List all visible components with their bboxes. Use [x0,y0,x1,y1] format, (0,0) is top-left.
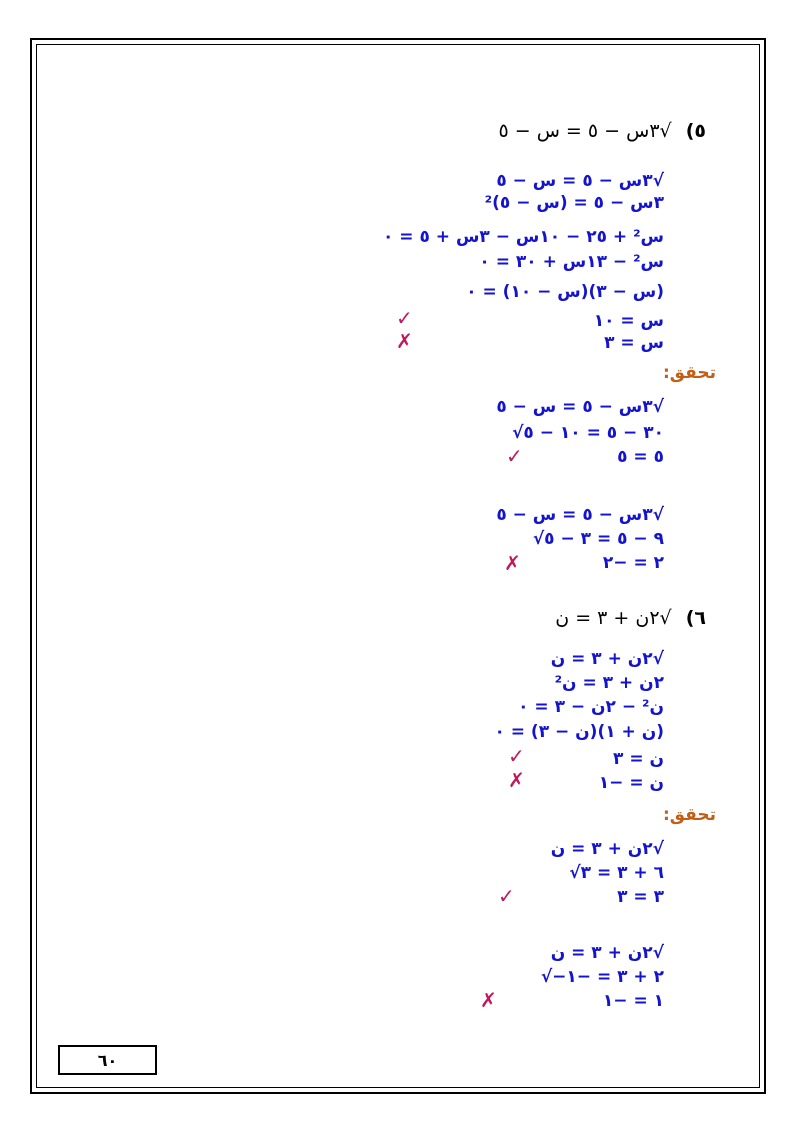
problem-6-equation: √٢ن + ٣ = ن [555,607,672,629]
p5-step-4: س² − ١٣س + ٣٠ = ٠ [479,252,664,272]
p6-step-6: ن = −١ [598,773,664,793]
p6-check2-line1: √٢ن + ٣ = ن [550,943,664,963]
p6-valid-mark: ✓ [508,744,525,768]
p5-check1-line1: √٣س − ٥ = س − ٥ [496,397,664,417]
p5-invalid-mark: ✗ [396,329,413,353]
p6-verify-label: تحقق: [663,805,716,825]
p6-invalid-mark: ✗ [508,768,525,792]
p5-step-5: (س − ٣)(س − ١٠) = ٠ [466,282,664,302]
p5-step-3: س² + ٢٥ − ١٠س − ٣س + ٥ = ٠ [383,227,664,247]
p6-check1-line1: √٢ن + ٣ = ن [550,839,664,859]
p6-step-2: ٢ن + ٣ = ن² [554,673,664,693]
p6-step-1: √٢ن + ٣ = ن [550,649,664,669]
p6-check2-invalid-mark: ✗ [480,988,497,1012]
problem-6-statement [555,608,706,628]
p6-check2-line2: √−٢ + ٣ = −١ [540,967,664,987]
p6-check1-valid-mark: ✓ [498,884,515,908]
p5-step-6: س = ١٠ [593,311,664,331]
problem-5-statement [498,121,706,141]
p6-check2-line3: ١ = −١ [602,991,664,1011]
p6-check1-line2: √٦ + ٣ = ٣ [569,863,664,883]
p5-check2-line2: √٩ − ٥ = ٣ − ٥ [532,529,664,549]
p5-check2-line1: √٣س − ٥ = س − ٥ [496,505,664,525]
p5-valid-mark: ✓ [396,306,413,330]
p5-check2-invalid-mark: ✗ [504,551,521,575]
p5-verify-label: تحقق: [663,363,716,383]
p6-step-5: ن = ٣ [613,749,664,769]
page-number: ٦٠ [97,1050,118,1070]
p6-step-3: ن² − ٢ن − ٣ = ٠ [518,697,664,717]
p5-check2-line3: ٢ = −٢ [602,553,664,573]
p5-check1-line2: √٣٠ − ٥ = ١٠ − ٥ [512,423,664,443]
problem-6-number: ٦) [685,607,706,629]
p6-step-4: (ن + ١)(ن − ٣) = ٠ [494,722,664,742]
problem-5-equation: √٣س − ٥ = س − ٥ [498,120,672,142]
p5-step-2: ٣س − ٥ = (س − ٥)² [484,193,664,213]
p5-step-1: √٣س − ٥ = س − ٥ [496,171,664,191]
problem-5-number: ٥) [685,120,706,142]
p5-check1-line3: ٥ = ٥ [617,447,664,467]
p5-check1-valid-mark: ✓ [506,444,523,468]
p5-step-7: س = ٣ [604,333,664,353]
p6-check1-line3: ٣ = ٣ [617,887,664,907]
page-number-box [58,1045,157,1075]
